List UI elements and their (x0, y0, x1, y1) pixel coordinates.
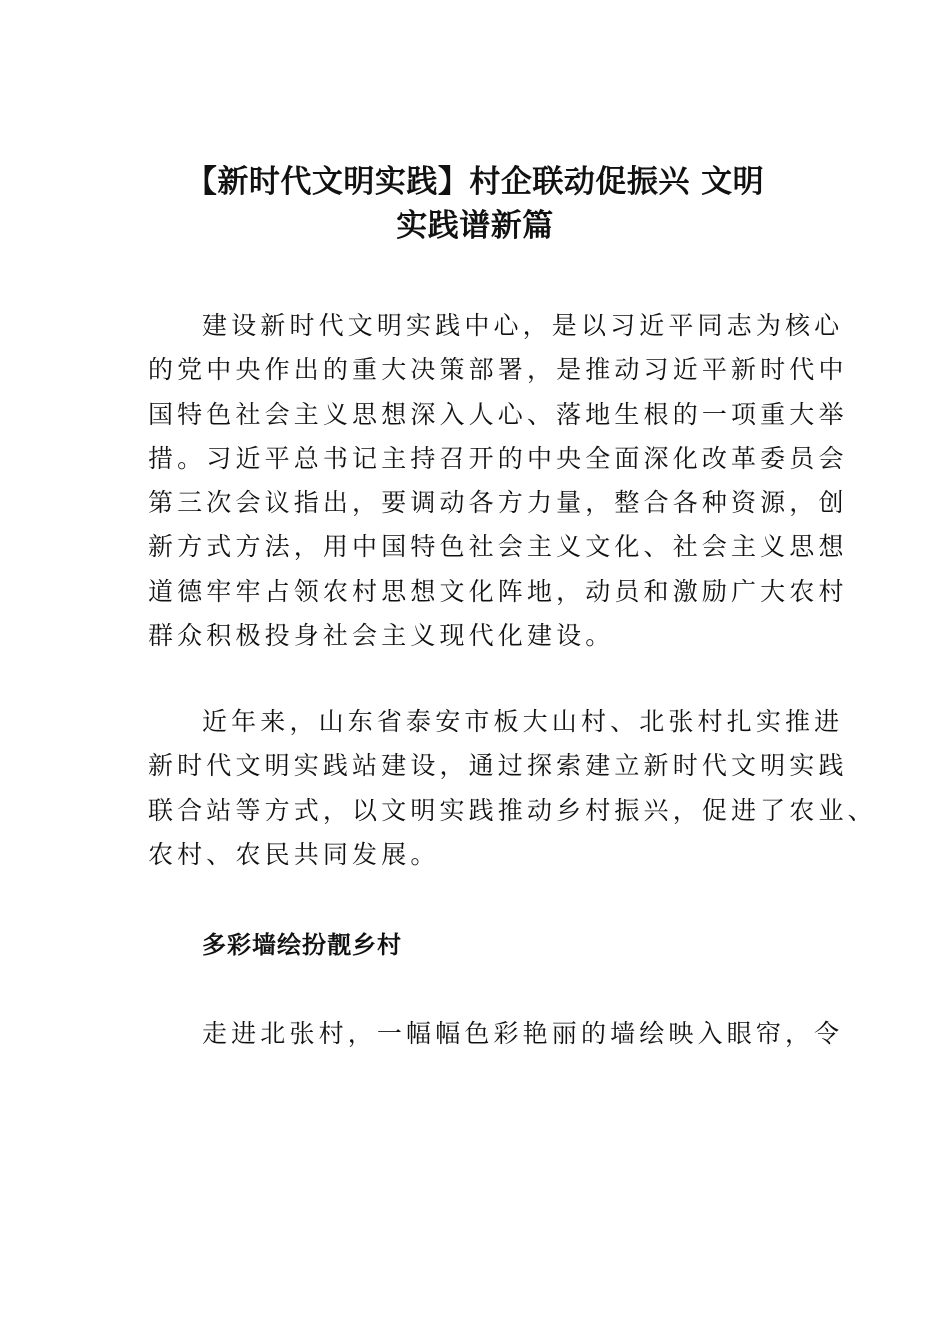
paragraph-villages (148, 700, 877, 877)
paragraph-line: 新方式方法，用中国特色社会主义文化、社会主义思想 (148, 532, 848, 562)
title-line: 【新时代文明实践】村企联动促振兴 文明 (185, 164, 765, 200)
paragraph-line: 走进北张村，一幅幅色彩艳丽的墙绘映入眼帘，令 (202, 1019, 844, 1048)
paragraph-line: 道德牢牢占领农村思想文化阵地，动员和激励广大农村 (148, 576, 848, 606)
document-title (120, 160, 830, 248)
paragraph-line: 的党中央作出的重大决策部署，是推动习近平新时代中 (148, 355, 848, 385)
paragraph-intro (148, 304, 848, 658)
paragraph-wall-painting (148, 1012, 844, 1056)
title-line: 实践谱新篇 (396, 208, 554, 244)
paragraph-line: 建设新时代文明实践中心，是以习近平同志为核心 (202, 311, 844, 340)
paragraph-line: 近年来，山东省泰安市板大山村、北张村扎实推进 (202, 707, 844, 736)
paragraph-line: 群众积极投身社会主义现代化建设。 (148, 621, 615, 651)
paragraph-line: 第三次会议指出，要调动各方力量，整合各种资源，创 (148, 488, 848, 518)
paragraph-line: 联合站等方式，以文明实践推动乡村振兴，促进了农业、 (148, 795, 877, 825)
paragraph-line: 国特色社会主义思想深入人心、落地生根的一项重大举 (148, 399, 848, 429)
paragraph-line: 措。习近平总书记主持召开的中央全面深化改革委员会 (148, 443, 848, 473)
paragraph-line: 新时代文明实践站建设，通过探索建立新时代文明实践 (148, 751, 848, 781)
section-subheading: 多彩墙绘扮靓乡村 (202, 931, 402, 959)
paragraph-line: 农村、农民共同发展。 (148, 839, 440, 869)
